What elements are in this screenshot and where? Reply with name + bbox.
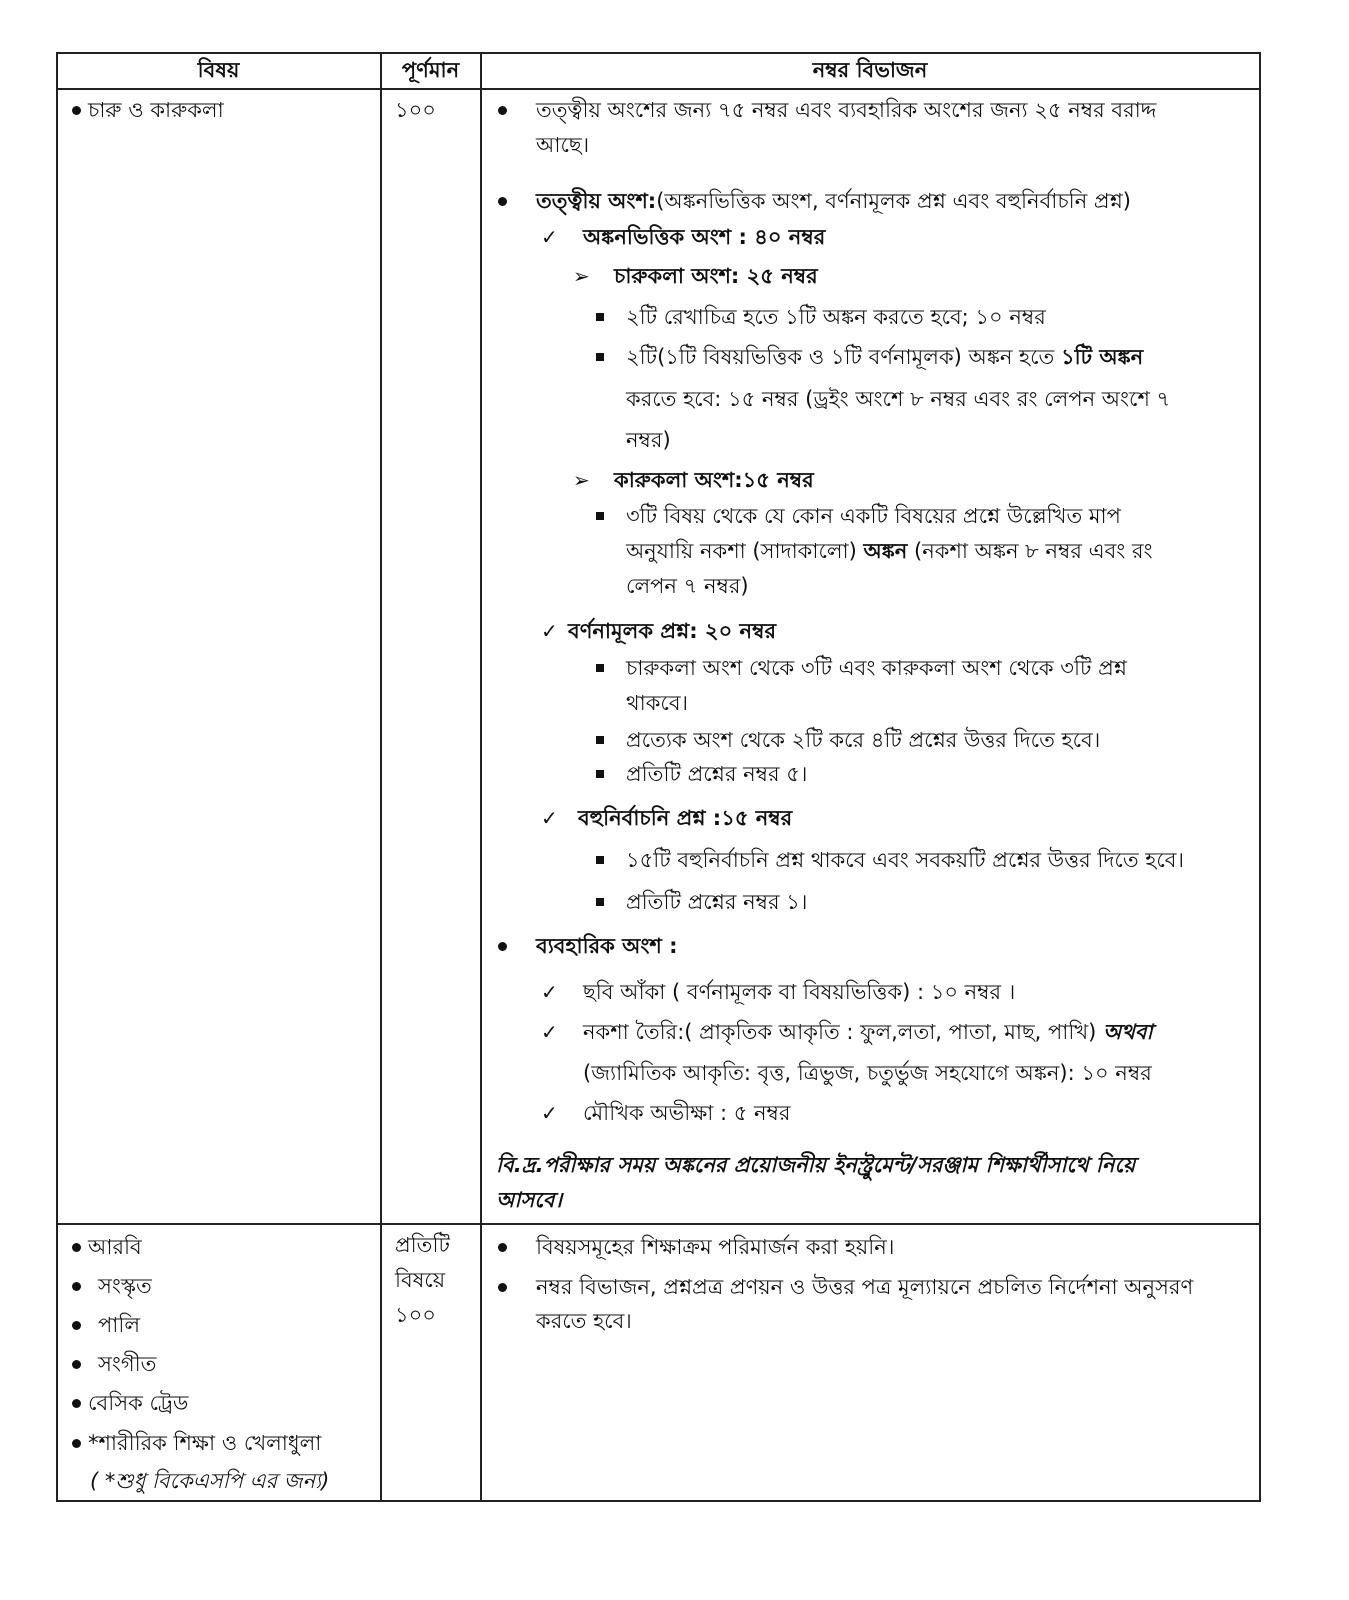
practical-item-3: মৌখিক অভীক্ষা : ৫ নম্বর	[583, 1101, 791, 1125]
fine-art-item-2-line1	[626, 342, 1143, 372]
checkmark-icon: ✓	[541, 225, 558, 249]
subject-arabic: আরবি	[88, 1235, 142, 1259]
checkmark-icon: ✓	[541, 980, 558, 1004]
checkmark-icon: ✓	[541, 619, 558, 643]
craft-item-text-a: অনুযায়ি নকশা (সাদাকালো)	[626, 539, 864, 563]
table-border-top	[56, 52, 1261, 54]
mcq-item-2: প্রতিটি প্রশ্নের নম্বর ১।	[626, 890, 808, 914]
row2-item-2-line2: করতে হবে।	[536, 1309, 632, 1333]
drawing-part-heading: অঙ্কনভিত্তিক অংশ : ৪০ নম্বর	[583, 225, 826, 249]
theory-description: (অঙ্কনভিত্তিক অংশ, বর্ণনামূলক প্রশ্ন এবং বহুনির্বাচনি প্রশ্ন)	[656, 189, 1131, 213]
table-border-right	[1259, 52, 1261, 1502]
subject-physical-education: *শারীরিক শিক্ষা ও খেলাধুলা	[88, 1431, 322, 1455]
header-distribution: নম্বর বিভাজন	[812, 58, 928, 82]
practical-item-1: ছবি আঁকা ( বর্ণনামূলক বা বিষয়ভিত্তিক) : ১০ নম্বর ।	[583, 980, 1016, 1004]
bullet-icon	[498, 106, 507, 115]
note-line2: আসবে।	[496, 1188, 563, 1212]
row2-item-1: বিষয়সমূহের শিক্ষাক্রম পরিমার্জন করা হয়নি।	[536, 1235, 895, 1259]
row2-item-2-line1: নম্বর বিভাজন, প্রশ্নপ্রত্র প্রণয়ন ও উত্তর পত্র মূল্যায়নে প্রচলিত নির্দেশনা অনুসরণ	[536, 1275, 1194, 1299]
full-marks-arts-crafts: ১০০	[395, 98, 436, 122]
bullet-icon	[72, 1360, 81, 1369]
full-marks-each-line1: প্রতিটি	[395, 1233, 450, 1257]
practical-item-2-line1	[583, 1017, 1153, 1047]
craft-item-line1: ৩টি বিষয় থেকে যে কোন একটি বিষয়ের প্রশ্নে উল্লেখিত মাপ	[626, 504, 1121, 528]
intro-text-line2: আছে।	[536, 133, 590, 157]
square-bullet-icon	[596, 736, 604, 744]
column-divider-1	[380, 52, 382, 1502]
bullet-icon	[498, 1243, 507, 1252]
square-bullet-icon	[596, 353, 604, 361]
square-bullet-icon	[596, 512, 604, 520]
note-prefix: বি.দ্র.	[496, 1153, 544, 1177]
checkmark-icon: ✓	[541, 1020, 558, 1044]
note-line1	[496, 1150, 1135, 1180]
mcq-item-1: ১৫টি বহুনির্বাচনি প্রশ্ন থাকবে এবং সবকয়টি প্রশ্নের উত্তর দিতে হবে।	[626, 848, 1184, 872]
arrow-icon: ➢	[573, 468, 590, 492]
fine-art-item-2-line2: করতে হবে: ১৫ নম্বর (ড্রইং অংশে ৮ নম্বর এবং রং লেপন অংশে ৭	[626, 387, 1171, 411]
bullet-icon	[72, 1243, 81, 1252]
craft-item-line3: লেপন ৭ নম্বর)	[626, 574, 749, 598]
fine-art-part-heading: চারুকলা অংশ: ২৫ নম্বর	[614, 264, 818, 288]
fine-art-item-2-line3: নম্বর)	[626, 428, 671, 452]
bullet-icon	[72, 1282, 81, 1291]
craft-part-heading: কারুকলা অংশ:১৫ নম্বর	[614, 468, 814, 492]
column-divider-2	[480, 52, 482, 1502]
bksp-footnote: ( *শুধু বিকেএসপি এর জন্য)	[90, 1469, 330, 1493]
header-subject: বিষয়	[197, 58, 240, 82]
bullet-icon	[72, 106, 81, 115]
bullet-icon	[72, 1399, 81, 1408]
full-marks-each-line3: ১০০	[395, 1303, 436, 1327]
practical-heading: ব্যবহারিক অংশ :	[536, 934, 678, 958]
table-border-bottom	[56, 1500, 1261, 1502]
descriptive-item-2: প্রত্যেক অংশ থেকে ২টি করে ৪টি প্রশ্নের উত্তর দিতে হবে।	[626, 728, 1101, 752]
practical-item-2-text: নকশা তৈরি:( প্রাকৃতিক আকৃতি : ফুল,লতা, পাতা, মাছ, পাখি)	[583, 1020, 1104, 1044]
craft-item-line2	[626, 536, 1153, 566]
table-border-left	[56, 52, 58, 1502]
bullet-icon	[72, 1439, 81, 1448]
square-bullet-icon	[596, 770, 604, 778]
square-bullet-icon	[596, 664, 604, 672]
craft-item-text-c: (নকশা অঙ্কন ৮ নম্বর এবং রং	[907, 539, 1153, 563]
descriptive-item-1-line1: চারুকলা অংশ থেকে ৩টি এবং কারুকলা অংশ থেকে ৩টি প্রশ্ন	[626, 656, 1127, 680]
table-row-divider	[56, 1223, 1261, 1225]
descriptive-item-3: প্রতিটি প্রশ্নের নম্বর ৫।	[626, 762, 808, 786]
bullet-icon	[72, 1321, 81, 1330]
subject-sanskrit: সংস্কৃত	[98, 1274, 152, 1298]
arrow-icon: ➢	[573, 264, 590, 288]
theory-section-heading	[536, 186, 1131, 216]
bullet-icon	[498, 197, 507, 206]
fine-art-item-2-text: ২টি(১টি বিষয়ভিত্তিক ও ১টি বর্ণনামূলক) অঙ্কন হতে	[626, 345, 1061, 369]
checkmark-icon: ✓	[541, 1101, 558, 1125]
intro-text-line1: তত্ত্বীয় অংশের জন্য ৭৫ নম্বর এবং ব্যবহারিক অংশের জন্য ২৫ নম্বর বরাদ্দ	[536, 98, 1157, 122]
bullet-icon	[498, 942, 507, 951]
checkmark-icon: ✓	[541, 806, 558, 830]
theory-title: তত্ত্বীয় অংশ:	[536, 189, 657, 213]
practical-item-2-or: অথবা	[1103, 1020, 1153, 1044]
mcq-heading: বহুনির্বাচনি প্রশ্ন :১৫ নম্বর	[578, 806, 793, 830]
descriptive-item-1-line2: থাকবে।	[626, 691, 689, 715]
full-marks-each-line2: বিষয়ে	[395, 1268, 446, 1292]
fine-art-item-1: ২টি রেখাচিত্র হতে ১টি অঙ্কন করতে হবে; ১০ নম্বর	[626, 305, 1046, 329]
subject-basic-trade: বেসিক ট্রেড	[88, 1391, 189, 1415]
bullet-icon	[498, 1283, 507, 1292]
square-bullet-icon	[596, 313, 604, 321]
header-full-marks: পূর্ণমান	[401, 58, 460, 82]
craft-item-emphasis: অঙ্কন	[863, 539, 908, 563]
practical-item-2-line2: (জ্যামিতিক আকৃতি: বৃত্ত, ত্রিভুজ, চতুর্ভুজ সহযোগে অঙ্কন): ১০ নম্বর	[583, 1061, 1152, 1085]
descriptive-heading: বর্ণনামূলক প্রশ্ন: ২০ নম্বর	[568, 619, 776, 643]
subject-pali: পালি	[98, 1313, 141, 1337]
fine-art-item-2-emphasis: ১টি অঙ্কন	[1060, 345, 1144, 369]
table-header-divider	[56, 88, 1261, 90]
subject-arts-crafts: চারু ও কারুকলা	[88, 98, 224, 122]
square-bullet-icon	[596, 898, 604, 906]
subject-music: সংগীত	[98, 1352, 157, 1376]
note-text: পরীক্ষার সময় অঙ্কনের প্রয়োজনীয় ইনস্ট্রুমেন্ট/সরঞ্জাম শিক্ষার্থীসাথে নিয়ে	[543, 1153, 1136, 1177]
square-bullet-icon	[596, 856, 604, 864]
